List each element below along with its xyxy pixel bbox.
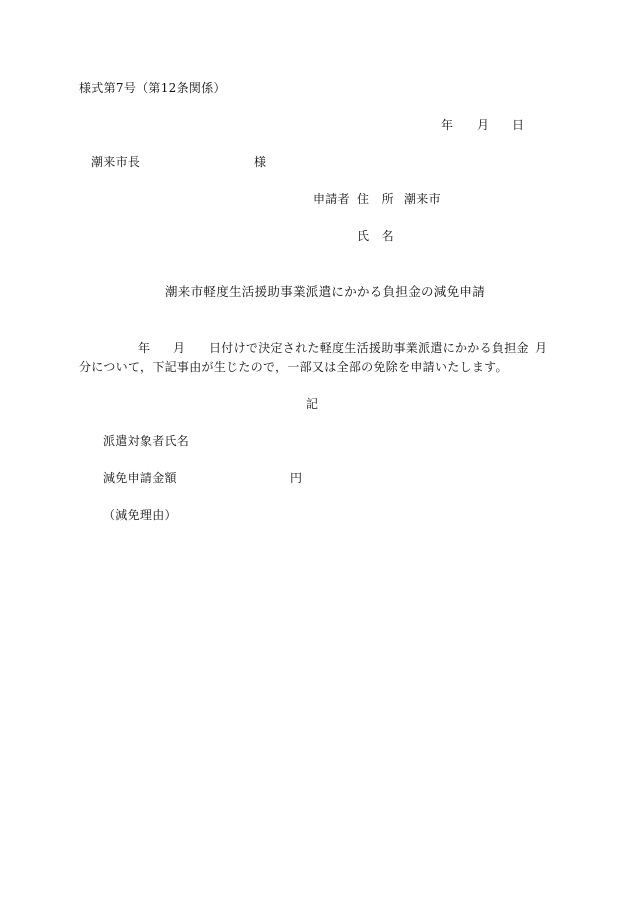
- date-month-label: 月: [477, 118, 490, 132]
- form-number: 様式第7号（第12条関係）: [79, 81, 226, 95]
- ki-heading: 記: [306, 397, 319, 411]
- body-year-label: 年: [138, 341, 151, 355]
- applicant-label: 申請者: [313, 192, 350, 206]
- document-title: 潮来市軽度生活援助事業派遣にかかる負担金の減免申請: [165, 284, 486, 299]
- applicant-address-value: 潮来市: [404, 192, 441, 206]
- applicant-name-label: 氏 名: [357, 229, 394, 243]
- body-line2-text: 分について，下記事由が生じたので，一部又は全部の免除を申請いたします。: [79, 360, 508, 374]
- reason-label: （減免理由）: [103, 508, 177, 522]
- body-month2-label: 月: [535, 341, 548, 355]
- addressee-name: 潮来市長: [91, 155, 141, 169]
- date-day-label: 日: [512, 118, 525, 132]
- subject-name-label: 派遣対象者氏名: [103, 434, 190, 448]
- amount-unit: 円: [290, 471, 303, 485]
- body-month-label: 月: [173, 341, 186, 355]
- date-year-label: 年: [441, 118, 454, 132]
- amount-label: 減免申請金額: [103, 471, 177, 485]
- addressee-honorific: 様: [254, 155, 267, 169]
- applicant-address-label: 住 所: [357, 192, 394, 206]
- body-line1-text: 日付けで決定された軽度生活援助事業派遣にかかる負担金: [209, 341, 529, 355]
